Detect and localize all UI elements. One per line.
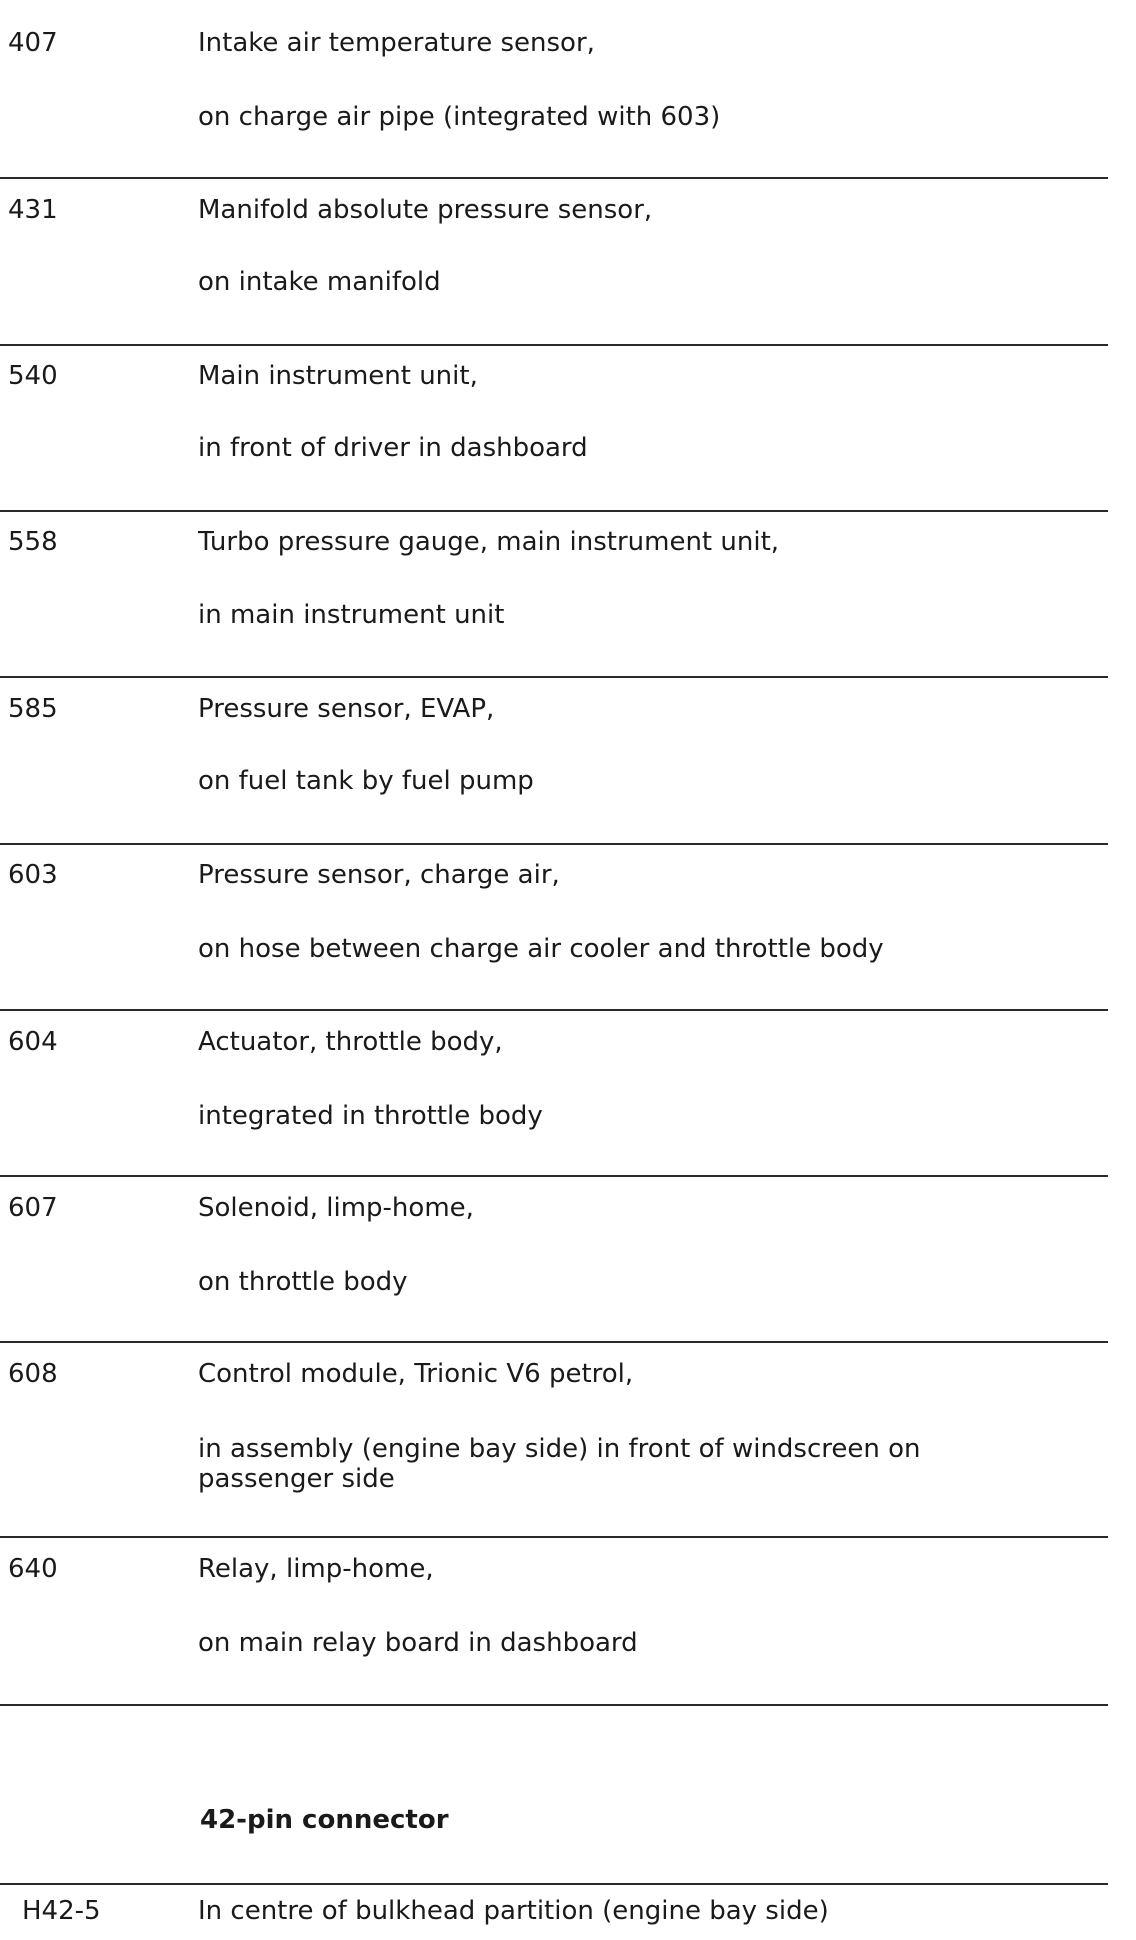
component-location: in assembly (engine bay side) in front of windscreen on passenger side <box>198 1434 921 1494</box>
component-code: 558 <box>8 527 58 557</box>
component-title: Intake air temperature sensor, <box>198 28 595 58</box>
component-code: 603 <box>8 860 58 890</box>
component-title: Relay, limp-home, <box>198 1554 434 1584</box>
component-title: Turbo pressure gauge, main instrument unit, <box>198 527 780 557</box>
component-title: Main instrument unit, <box>198 361 478 391</box>
component-title: Actuator, throttle body, <box>198 1027 503 1057</box>
component-location: in main instrument unit <box>198 600 505 630</box>
component-title: Manifold absolute pressure sensor, <box>198 195 653 225</box>
component-code: 608 <box>8 1359 58 1389</box>
component-title: Pressure sensor, EVAP, <box>198 694 495 724</box>
component-code: 585 <box>8 694 58 724</box>
component-location: in front of driver in dashboard <box>198 433 588 463</box>
component-location: on intake manifold <box>198 267 441 297</box>
row-divider <box>0 1704 1108 1706</box>
component-title: Control module, Trionic V6 petrol, <box>198 1359 634 1389</box>
component-code: 407 <box>8 28 58 58</box>
component-location: on throttle body <box>198 1267 408 1297</box>
component-code: 604 <box>8 1027 58 1057</box>
row-divider <box>0 1536 1108 1538</box>
row-divider <box>0 1883 1108 1885</box>
component-title: Pressure sensor, charge air, <box>198 860 560 890</box>
component-location: integrated in throttle body <box>198 1101 543 1131</box>
connector-code: H42-5 <box>22 1896 101 1926</box>
row-divider <box>0 1009 1108 1011</box>
row-divider <box>0 510 1108 512</box>
component-code: 431 <box>8 195 58 225</box>
row-divider <box>0 843 1108 845</box>
component-location: on hose between charge air cooler and throttle body <box>198 934 884 964</box>
row-divider <box>0 676 1108 678</box>
connector-section-heading: 42-pin connector <box>200 1805 449 1835</box>
row-divider <box>0 1341 1108 1343</box>
row-divider <box>0 177 1108 179</box>
row-divider <box>0 1175 1108 1177</box>
component-location: on main relay board in dashboard <box>198 1628 638 1658</box>
component-code: 540 <box>8 361 58 391</box>
component-title: Solenoid, limp-home, <box>198 1193 474 1223</box>
component-location: on charge air pipe (integrated with 603) <box>198 102 721 132</box>
connector-location: In centre of bulkhead partition (engine bay side) <box>198 1896 829 1926</box>
row-divider <box>0 344 1108 346</box>
component-code: 607 <box>8 1193 58 1223</box>
component-code: 640 <box>8 1554 58 1584</box>
component-location: on fuel tank by fuel pump <box>198 766 534 796</box>
